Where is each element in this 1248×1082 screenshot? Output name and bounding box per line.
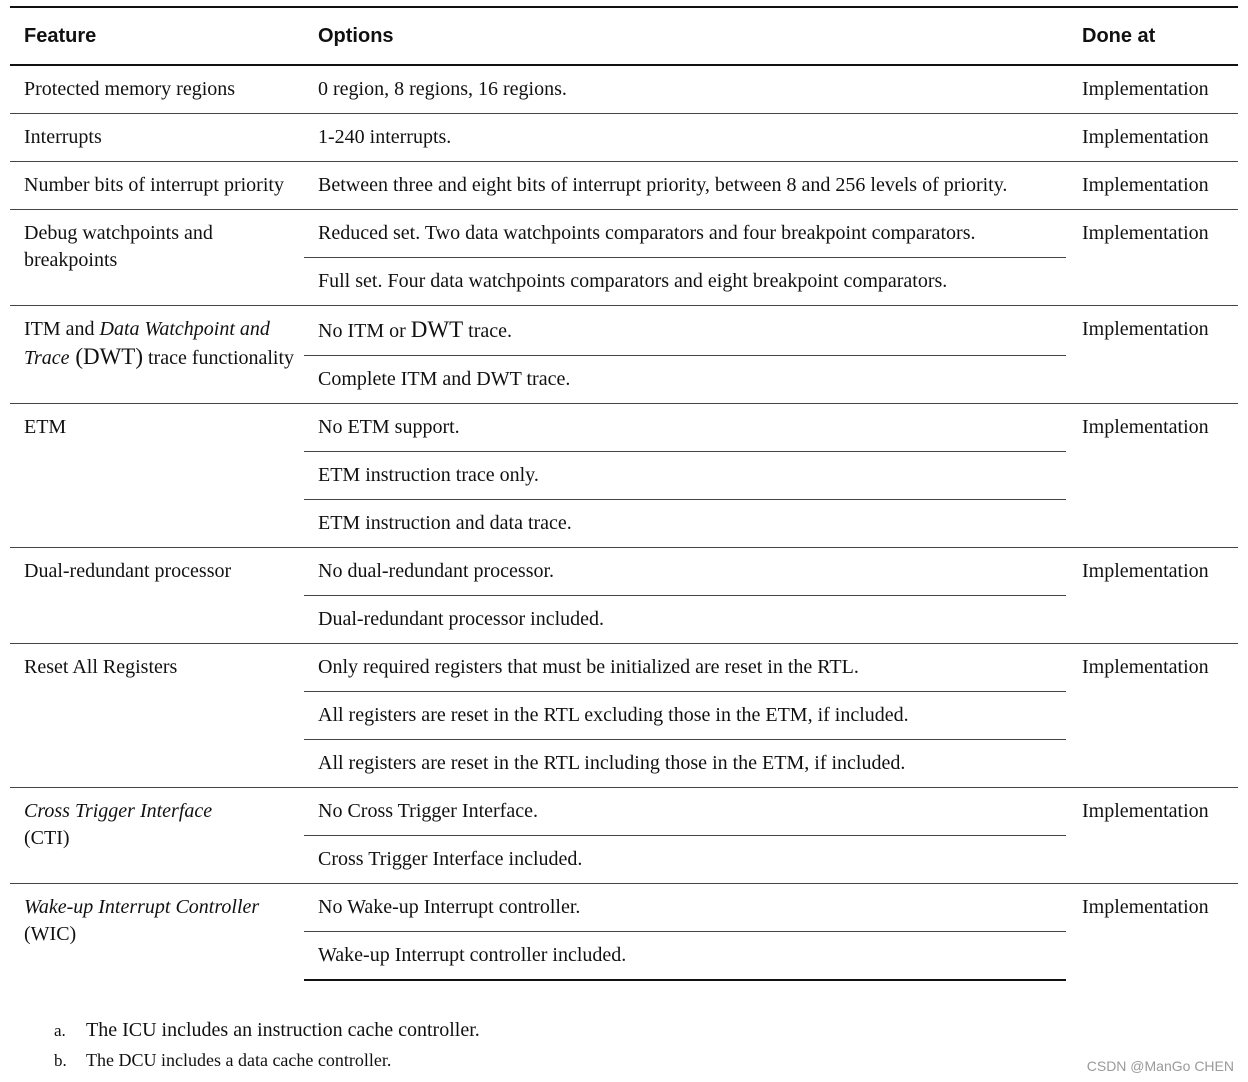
- table-row: [10, 306, 1238, 356]
- footnote-marker: a.: [54, 1021, 66, 1040]
- table-row: [10, 644, 1238, 692]
- option-cell: Between three and eight bits of interrupt priority, between 8 and 256 levels of priority.: [304, 162, 1066, 210]
- done-at-cell: Implementation: [1066, 788, 1238, 884]
- feature-cell: Protected memory regions: [10, 65, 304, 114]
- table-row: [10, 210, 1238, 258]
- footnote: [54, 1016, 480, 1046]
- option-cell: Complete ITM and DWT trace.: [304, 356, 1066, 404]
- feature-text: ITM and: [24, 318, 100, 340]
- done-at-cell: Implementation: [1066, 884, 1238, 981]
- footnote: [54, 1046, 480, 1076]
- option-cell: 1-240 interrupts.: [304, 114, 1066, 162]
- feature-abbrev: (CTI): [24, 827, 70, 849]
- done-at-cell: Implementation: [1066, 65, 1238, 114]
- done-at-cell: Implementation: [1066, 306, 1238, 404]
- table-row: [10, 884, 1238, 932]
- option-text: trace.: [463, 320, 512, 342]
- footnote-text: The ICU includes an instruction cache controller.: [86, 1019, 480, 1041]
- done-at-cell: Implementation: [1066, 404, 1238, 548]
- footnote-text: The DCU includes a data cache controller.: [86, 1050, 392, 1070]
- feature-options-table: [10, 6, 1238, 981]
- option-cell: All registers are reset in the RTL including those in the ETM, if included.: [304, 740, 1066, 788]
- option-cell: Cross Trigger Interface included.: [304, 836, 1066, 884]
- feature-cell: [10, 788, 304, 884]
- option-cell: 0 region, 8 regions, 16 regions.: [304, 65, 1066, 114]
- option-cell: No Cross Trigger Interface.: [304, 788, 1066, 836]
- feature-text: trace functionality: [143, 347, 295, 369]
- watermark: CSDN @ManGo CHEN: [1086, 1058, 1234, 1074]
- option-cell: [304, 306, 1066, 356]
- done-at-cell: Implementation: [1066, 644, 1238, 788]
- option-abbrev: DWT: [410, 317, 464, 342]
- done-at-cell: Implementation: [1066, 548, 1238, 644]
- header-feature: Feature: [24, 24, 97, 47]
- feature-abbrev: (WIC): [24, 923, 77, 945]
- option-cell: Reduced set. Two data watchpoints comparators and four breakpoint comparators.: [304, 210, 1066, 258]
- table-row: [10, 162, 1238, 210]
- table-header-row: [10, 7, 1238, 65]
- feature-cell: [10, 884, 304, 981]
- feature-italic-text: Cross Trigger Interface: [24, 800, 213, 822]
- table-row: [10, 404, 1238, 452]
- feature-italic-text: Wake-up Interrupt Controller: [24, 896, 260, 918]
- feature-italic-text: Data Watchpoint and Trace: [24, 318, 270, 369]
- done-at-cell: Implementation: [1066, 114, 1238, 162]
- option-cell: No Wake-up Interrupt controller.: [304, 884, 1066, 932]
- footnote-marker: b.: [54, 1051, 67, 1070]
- table-row: [10, 548, 1238, 596]
- option-cell: ETM instruction trace only.: [304, 452, 1066, 500]
- option-cell: All registers are reset in the RTL excluding those in the ETM, if included.: [304, 692, 1066, 740]
- option-cell: Wake-up Interrupt controller included.: [304, 932, 1066, 981]
- header-options: Options: [318, 24, 394, 47]
- feature-abbrev: (DWT): [69, 344, 143, 369]
- footnotes: [54, 1016, 480, 1076]
- header-done-at: Done at: [1082, 24, 1156, 47]
- option-cell: ETM instruction and data trace.: [304, 500, 1066, 548]
- feature-cell: Reset All Registers: [10, 644, 304, 788]
- option-cell: No ETM support.: [304, 404, 1066, 452]
- feature-cell: Dual-redundant processor: [10, 548, 304, 644]
- feature-cell: ETM: [10, 404, 304, 548]
- table-row: [10, 788, 1238, 836]
- option-text: No ITM or: [318, 320, 411, 342]
- done-at-cell: Implementation: [1066, 162, 1238, 210]
- option-cell: Dual-redundant processor included.: [304, 596, 1066, 644]
- feature-cell: Number bits of interrupt priority: [10, 162, 304, 210]
- table-row: [10, 114, 1238, 162]
- done-at-cell: Implementation: [1066, 210, 1238, 306]
- option-cell: Only required registers that must be initialized are reset in the RTL.: [304, 644, 1066, 692]
- option-cell: Full set. Four data watchpoints comparators and eight breakpoint comparators.: [304, 258, 1066, 306]
- table-row: [10, 65, 1238, 114]
- feature-cell: Debug watchpoints and breakpoints: [10, 210, 304, 306]
- feature-cell: [10, 306, 304, 404]
- feature-cell: Interrupts: [10, 114, 304, 162]
- option-cell: No dual-redundant processor.: [304, 548, 1066, 596]
